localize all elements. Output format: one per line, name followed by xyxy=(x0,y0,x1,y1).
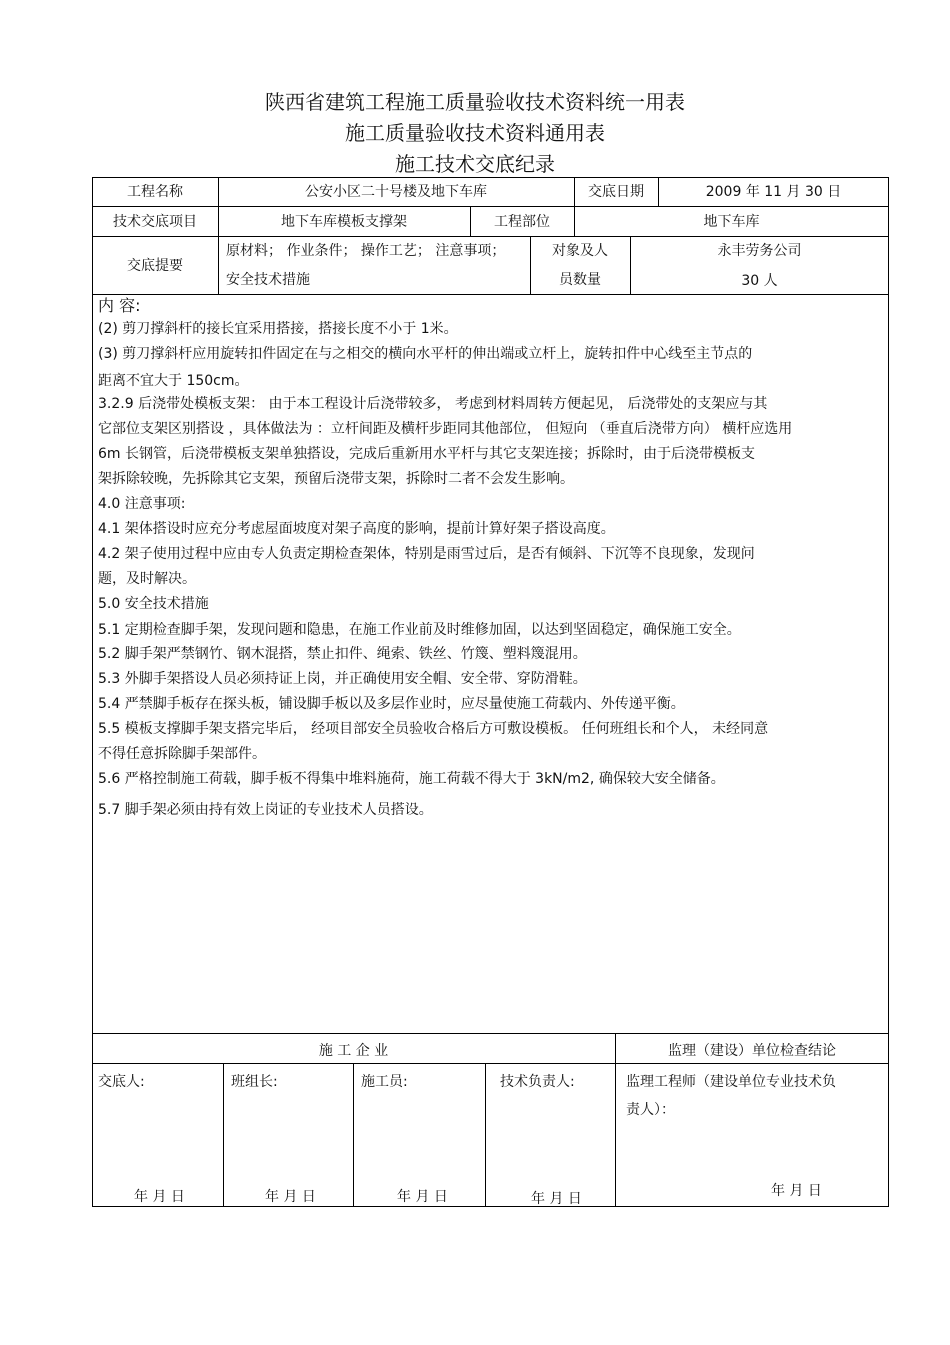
summary-line-1: 原材料； 作业条件； 操作工艺； 注意事项； xyxy=(226,243,506,259)
part-value: 地下车库 xyxy=(703,214,760,230)
form-title-1: 陕西省建筑工程施工质量验收技术资料统一用表 xyxy=(265,90,685,114)
form-title-3: 施工技术交底纪录 xyxy=(395,152,555,176)
content-line: 4.1 架体搭设时应充分考虑屋面坡度对架子高度的影响，提前计算好架子搭设高度。 xyxy=(98,521,615,537)
content-line: 5.6 严格控制施工荷载，脚手板不得集中堆料施荷，施工荷载不得大于 3kN/m2, 确保较大安全储备。 xyxy=(98,771,725,787)
content-line: 5.0 安全技术措施 xyxy=(98,596,209,612)
item-value: 地下车库模板支撑架 xyxy=(281,214,407,230)
project-name-value: 公安小区二十号楼及地下车库 xyxy=(305,184,487,200)
content-line: 距离不宜大于 150cm。 xyxy=(98,373,249,389)
content-line: 3.2.9 后浇带处模板支架： 由于本工程设计后浇带较多， 考虑到材料周转方便起见， 后浇带处的支架应与其 xyxy=(98,396,768,412)
summary-line-2: 安全技术措施 xyxy=(226,272,310,288)
sign-date: 年 月 日 xyxy=(265,1189,316,1205)
content-line: 5.2 脚手架严禁钢竹、钢木混搭，禁止扣件、绳索、铁丝、竹篾、塑料篾混用。 xyxy=(98,646,587,662)
project-name-label: 工程名称 xyxy=(127,184,183,200)
summary-label: 交底提要 xyxy=(127,258,183,274)
content-line: (2) 剪刀撑斜杆的接长宜采用搭接，搭接长度不小于 1米。 xyxy=(98,321,458,337)
signer-team-leader: 班组长: xyxy=(231,1074,278,1090)
target-value-2: 30 人 xyxy=(741,273,778,289)
content-line: 5.4 严禁脚手板存在探头板，铺设脚手板以及多层作业时，应尽量使施工荷载内、外传递平衡。 xyxy=(98,696,685,712)
content-line: 4.0 注意事项: xyxy=(98,496,186,512)
part-label: 工程部位 xyxy=(494,214,550,230)
content-line: 不得任意拆除脚手架部件。 xyxy=(98,746,266,762)
content-line: 它部位支架区别搭设 ，具体做法为 ：立杆间距及横杆步距同其他部位， 但短向 （垂直后浇带方向） 横杆应选用 xyxy=(98,421,793,437)
enterprise-label: 施 工 企 业 xyxy=(318,1043,389,1059)
content-line: 6m 长钢管，后浇带模板支架单独搭设，完成后重新用水平杆与其它支架连接；拆除时，由于后浇带模板支 xyxy=(98,446,755,462)
signer-discloser: 交底人: xyxy=(98,1074,145,1090)
sign-date: 年 月 日 xyxy=(134,1189,185,1205)
signer-tech-lead: 技术负责人: xyxy=(500,1074,575,1090)
content-line: (3) 剪刀撑斜杆应用旋转扣件固定在与之相交的横向水平杆的伸出端或立杆上，旋转扣件中心线至主节点的 xyxy=(98,346,753,362)
supervision-label: 监理（建设）单位检查结论 xyxy=(668,1043,836,1059)
content-line: 5.3 外脚手架搭设人员必须持证上岗，并正确使用安全帽、安全带、穿防滑鞋。 xyxy=(98,671,587,687)
content-line: 5.5 模板支撑脚手架支搭完毕后， 经项目部安全员验收合格后方可敷设模板。 任何班组长和个人， 未经同意 xyxy=(98,721,769,737)
target-value-1: 永丰劳务公司 xyxy=(717,243,802,259)
target-label-1: 对象及人 xyxy=(552,243,608,259)
date-label: 交底日期 xyxy=(588,184,644,200)
sign-date: 年 月 日 xyxy=(531,1191,582,1207)
content-heading: 内 容: xyxy=(98,296,141,315)
date-value: 2009 年 11 月 30 日 xyxy=(705,184,842,200)
content-line: 题，及时解决。 xyxy=(98,571,196,587)
sign-date-supervisor: 年 月 日 xyxy=(771,1183,822,1199)
form-title-2: 施工质量验收技术资料通用表 xyxy=(345,121,605,145)
target-label-2: 员数量 xyxy=(559,272,601,288)
content-line: 架拆除较晚，先拆除其它支架，预留后浇带支架，拆除时二者不会发生影响。 xyxy=(98,471,574,487)
content-line: 5.7 脚手架必须由持有效上岗证的专业技术人员搭设。 xyxy=(98,802,433,818)
signer-constructor: 施工员: xyxy=(361,1074,408,1090)
sign-date: 年 月 日 xyxy=(397,1189,448,1205)
supervisor-line-1: 监理工程师（建设单位专业技术负 xyxy=(626,1074,836,1090)
content-line: 5.1 定期检查脚手架，发现问题和隐患，在施工作业前及时维修加固，以达到坚固稳定，确保施工安全。 xyxy=(98,622,741,638)
item-label: 技术交底项目 xyxy=(113,214,197,230)
content-line: 4.2 架子使用过程中应由专人负责定期检查架体，特别是雨雪过后，是否有倾斜、下沉等不良现象，发现问 xyxy=(98,546,755,562)
supervisor-line-2: 责人）： xyxy=(626,1102,675,1118)
